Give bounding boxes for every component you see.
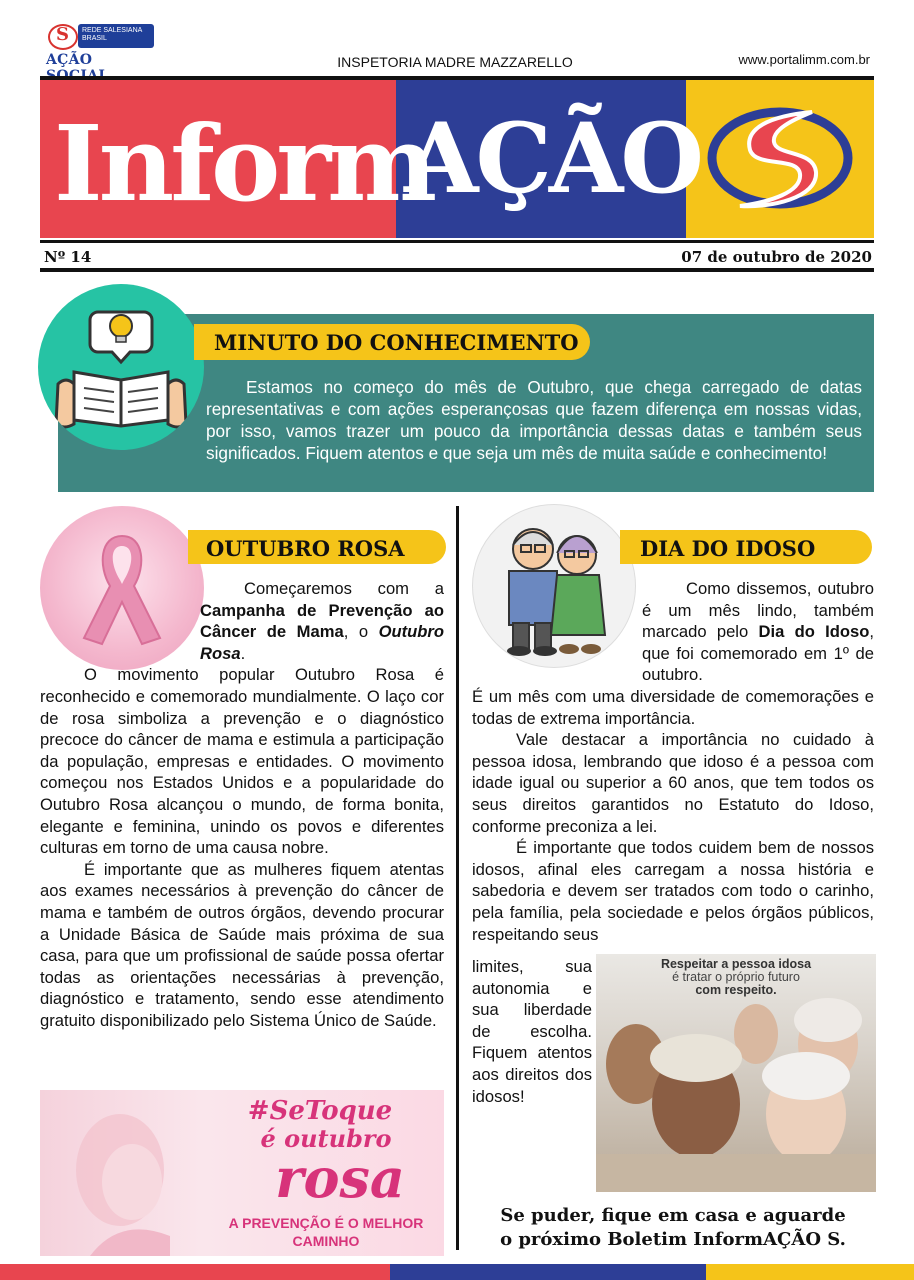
footer-yellow [706, 1264, 914, 1280]
column-divider [456, 506, 459, 1250]
outubro-rosa-article [40, 578, 444, 1031]
footer-blue [390, 1264, 706, 1280]
outubro-rosa-paragraph-3: É importante que as mulheres fiquem atentas aos exames necessários à prevenção do câncer de mama e também de outros órgãos, devendo procurar a Unidade Básica de Saúde mais próxima de sua casa, para que um profissional de saúde possa ofertar todas as orientações necessárias à prevenção, diagnóstico e tratamento, sendo esse atendimento gratuito disponibilizado pelo Sistema Único de Saúde. [40, 859, 444, 1030]
issue-rule-top [40, 240, 874, 243]
elderly-people-photo [596, 954, 876, 1192]
dia-do-idoso-title: DIA DO IDOSO [640, 536, 816, 561]
woman-portrait-icon [50, 1100, 200, 1256]
footer-red [0, 1264, 390, 1280]
intro-mid: , o [343, 622, 379, 642]
closing-line-1: Se puder, fique em casa e aguarde [500, 1205, 846, 1226]
dia-do-idoso-intro [642, 578, 874, 686]
website-link[interactable]: www.portalimm.com.br [738, 52, 870, 67]
closing-message [472, 1204, 874, 1252]
prevencao-slogan: A PREVENÇÃO É O MELHOR CAMINHO [228, 1215, 424, 1249]
intro-text: Começaremos com a [244, 579, 444, 598]
dia-do-idoso-paragraph-2: Vale destacar a importância no cuidado à pessoa idosa, lembrando que idoso é a pessoa com idade igual ou superior a 60 anos, que tem todos os seus direitos garantidos no Estatuto do Idoso, conforme preconiza a lei. [472, 730, 874, 836]
se-toque-hashtag: #SeToque [247, 1096, 393, 1126]
acao-social-label: AÇÃO [46, 52, 93, 68]
issue-rule-bottom [40, 268, 874, 272]
intro-bold: Dia do Idoso [758, 622, 870, 642]
elderly-faces-icon [596, 954, 876, 1192]
minuto-title: MINUTO DO CONHECIMENTO [214, 330, 579, 355]
intro-italic: Outubro Rosa [200, 622, 445, 663]
outubro-rosa-intro [200, 578, 444, 664]
caption-line-1: Respeitar a pessoa idosa [660, 957, 812, 971]
footer-color-bar [0, 1264, 914, 1280]
caption-bold: com respeito. [695, 983, 777, 997]
rosa-text: rosa [275, 1146, 405, 1210]
issue-number: Nº 14 [44, 248, 92, 266]
masthead-banner [40, 80, 874, 238]
dia-do-idoso-paragraph-3: É importante que todos cuidem bem de nossos idosos, afinal eles carregam a nossa história e sabedoria e devem ser tratados com todo o carinho, pela família, pela sociedade e pelos órgãos públicos, respeitando seus [472, 838, 874, 944]
masthead-title-acao: AÇÃO [404, 102, 701, 215]
intro-end: . [240, 643, 246, 663]
outubro-rosa-title: OUTUBRO ROSA [206, 536, 405, 561]
dia-do-idoso-paragraph-1-cont: É um mês com uma diversidade de comemorações e todas de extrema importância. [472, 686, 874, 728]
salesian-s-logo-icon [700, 98, 860, 218]
dia-do-idoso-paragraph-3-end: limites, sua autonomia e sua liberdade de escolha. Fiquem atentos aos direitos dos idosos! [472, 957, 592, 1106]
rede-salesiana-logo [44, 22, 156, 74]
issue-date: 07 de outubro de 2020 [681, 248, 872, 266]
e-outubro-text: é outubro [260, 1124, 392, 1153]
closing-line-2: o próximo Boletim InformAÇÃO S. [500, 1229, 846, 1250]
inspetoria-label: INSPETORIA MADRE MAZZARELLO [337, 54, 573, 70]
intro-bold: Campanha de Prevenção ao Câncer de Mama [200, 600, 444, 642]
minuto-paragraph: Estamos no começo do mês de Outubro, que chega carregado de datas representativas e com ações esperançosas que fazem diferença em nossas vidas, por isso, vamos trazer um pouco da importância dessas datas e também seus significados. Fiquem atentos e que seja um mês de muita saúde e conhecimento! [206, 377, 862, 463]
intro-text: Como dissemos, outubro é um mês lindo, também marcado pelo [642, 579, 874, 642]
caption-line-2: é tratar o próprio futuro [672, 970, 800, 984]
dia-do-idoso-article [472, 578, 874, 945]
network-label: REDE SALESIANA BRASIL [78, 24, 154, 48]
masthead-title-inform: Inform [54, 102, 434, 225]
minuto-text [72, 376, 862, 464]
outubro-rosa-paragraph-2: O movimento popular Outubro Rosa é reconhecido e comemorado mundialmente. O laço cor de rosa simboliza a prevenção e o diagnóstico precoce do câncer de mama e estimula a participação da população, empresas e entidades. O movimento começou nos Estados Unidos e a popularidade do Outubro Rosa alcançou o mundo, de forma bonita, elegante e feminina, unindo os povos e diferentes culturas em torno de uma causa nobre. [40, 665, 444, 858]
salesian-s-icon [48, 24, 78, 50]
se-toque-campaign-image [40, 1090, 444, 1256]
intro-end: , que foi comemorado em 1º de outubro. [642, 622, 874, 685]
